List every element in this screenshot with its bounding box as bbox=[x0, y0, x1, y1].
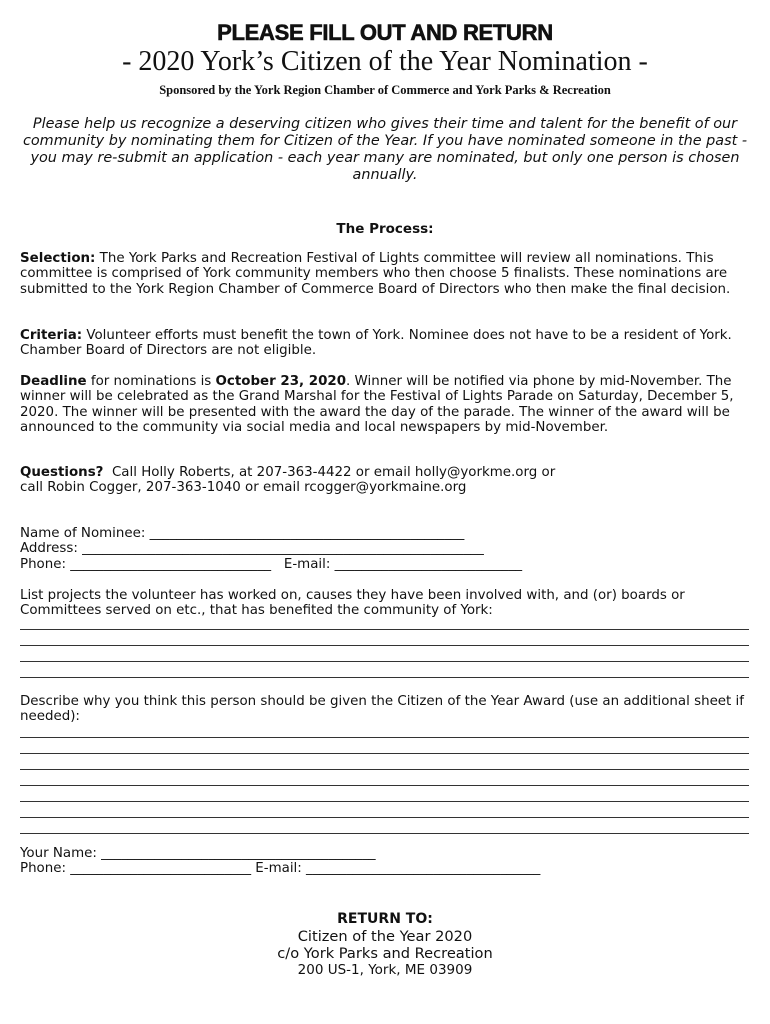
describe-line[interactable] bbox=[20, 753, 749, 754]
describe-prompt: Describe why you think this person should be given the Citizen of the Year Award (use an additional sheet if needed): bbox=[20, 694, 744, 725]
questions-label: Questions? bbox=[20, 465, 104, 480]
describe-line[interactable] bbox=[20, 785, 749, 786]
questions-line-2: call Robin Cogger, 207-363-1040 or email rcogger@yorkmaine.org bbox=[20, 480, 467, 496]
questions-paragraph bbox=[20, 465, 755, 496]
selection-text: The York Parks and Recreation Festival of Lights committee will review all nominations. This committee is comprised of York community members who then choose 5 finalists. These nominations are submitted to the York Region Chamber of Commerce Board of Directors who then make the final decision. bbox=[20, 251, 731, 297]
intro-paragraph: Please help us recognize a deserving citizen who gives their time and talent for the benefit of our community by nominating them for Citizen of the Year. If you have nominated someone in the past - you may re-submit an application - each year many are nominated, but only one person is chosen annually. bbox=[22, 116, 748, 183]
criteria-text: Volunteer efforts must benefit the town of York. Nominee does not have to be a resident of York. Chamber Board of Directors are not eligible. bbox=[20, 328, 732, 359]
projects-line[interactable] bbox=[20, 629, 749, 630]
sponsor-line: Sponsored by the York Region Chamber of Commerce and York Parks & Recreation bbox=[159, 83, 611, 97]
return-line-1: Citizen of the Year 2020 bbox=[297, 928, 473, 945]
selection-paragraph bbox=[20, 251, 755, 297]
form-title: PLEASE FILL OUT AND RETURN bbox=[217, 20, 553, 45]
describe-line[interactable] bbox=[20, 817, 749, 818]
submitter-fields bbox=[20, 846, 755, 877]
describe-line[interactable] bbox=[20, 833, 749, 834]
describe-line[interactable] bbox=[20, 801, 749, 802]
return-line-2: c/o York Parks and Recreation bbox=[277, 945, 493, 962]
deadline-date: October 23, 2020 bbox=[215, 374, 347, 389]
return-line-3: 200 US-1, York, ME 03909 bbox=[297, 962, 473, 978]
form-subtitle: - 2020 York’s Citizen of the Year Nomination - bbox=[122, 46, 648, 77]
nominee-phone-email-field[interactable]: Phone: ______________________________ E-mail: ____________________________ bbox=[20, 556, 523, 572]
nominee-name-field[interactable]: Name of Nominee: _______________________________________________ bbox=[20, 526, 465, 541]
deadline-text: . Winner will be notified via phone by mid-November. The winner will be celebrated as the Grand Marshal for the Festival of Lights Parade on Saturday, December 5, 2020. The winner will be presented with the award the day of the parade. The winner of the award will be announced to the community via social media and local newspapers by mid-November. bbox=[20, 374, 734, 435]
deadline-mid-text: for nominations is bbox=[86, 374, 216, 389]
submitter-phone-email-field[interactable]: Phone: ___________________________ E-mail: ___________________________________ bbox=[20, 861, 541, 877]
deadline-paragraph bbox=[20, 374, 755, 435]
submitter-name-field[interactable]: Your Name: _________________________________________ bbox=[20, 846, 376, 861]
projects-prompt: List projects the volunteer has worked on, causes they have been involved with, and (or) boards or Committees served on etc., that has benefited the community of York: bbox=[20, 588, 685, 619]
return-address-block bbox=[0, 910, 770, 978]
describe-line[interactable] bbox=[20, 737, 749, 738]
criteria-label: Criteria: bbox=[20, 328, 83, 343]
nominee-address-field[interactable]: Address: ____________________________________________________________ bbox=[20, 541, 484, 557]
nominee-fields bbox=[20, 526, 755, 572]
return-heading: RETURN TO: bbox=[337, 911, 433, 927]
describe-line[interactable] bbox=[20, 769, 749, 770]
selection-label: Selection: bbox=[20, 251, 96, 266]
projects-line[interactable] bbox=[20, 677, 749, 678]
projects-line[interactable] bbox=[20, 661, 749, 662]
deadline-label: Deadline bbox=[20, 374, 87, 389]
questions-line-1: Call Holly Roberts, at 207-363-4422 or email holly@yorkme.org or bbox=[103, 465, 556, 480]
criteria-paragraph bbox=[20, 328, 755, 359]
process-heading: The Process: bbox=[336, 221, 434, 237]
projects-line[interactable] bbox=[20, 645, 749, 646]
